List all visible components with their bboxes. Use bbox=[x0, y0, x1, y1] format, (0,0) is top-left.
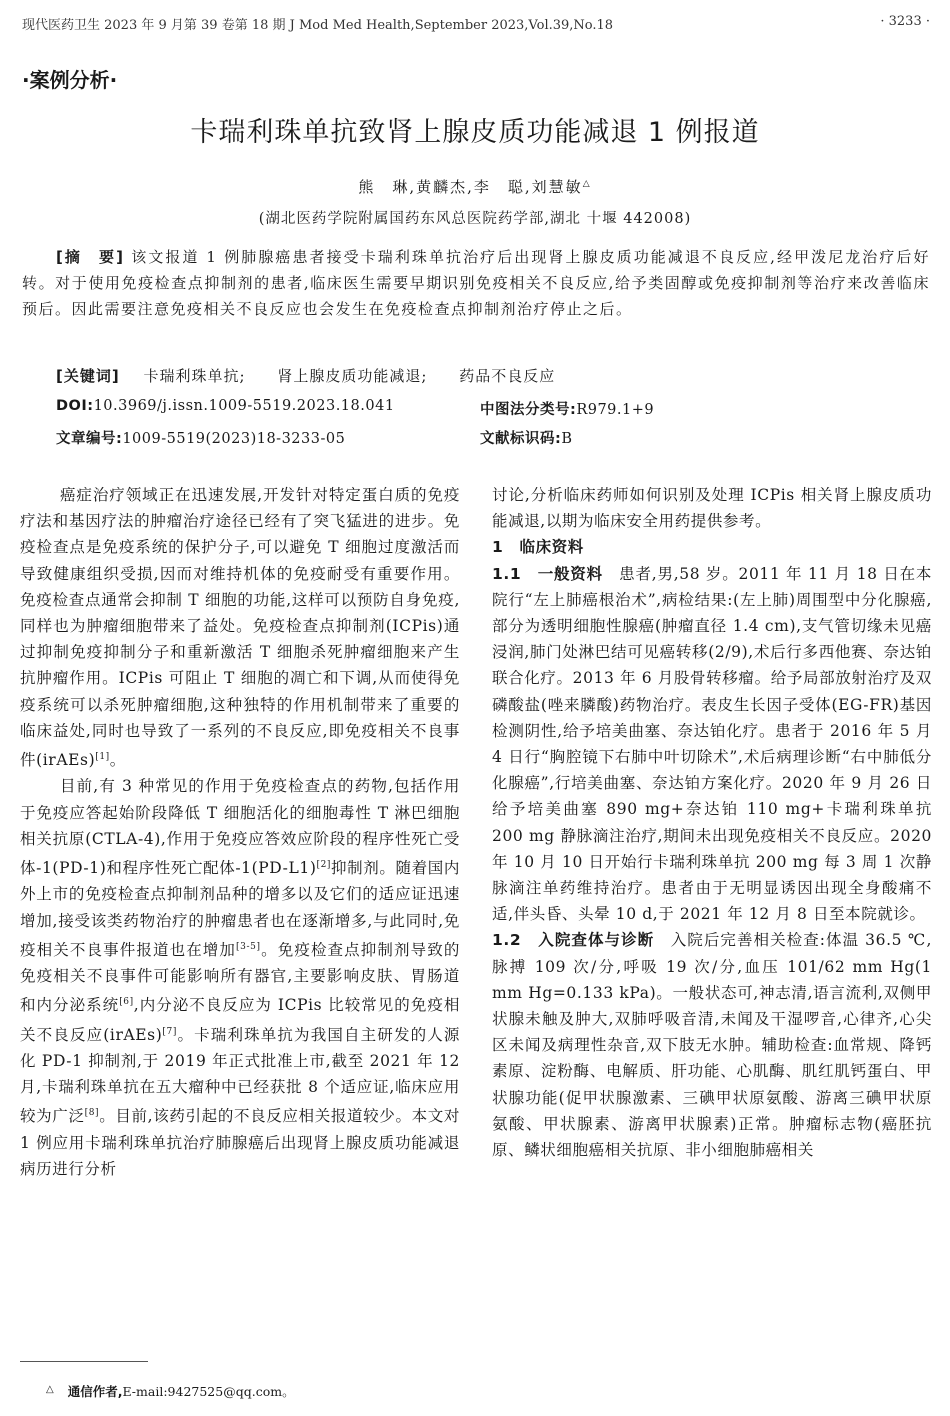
footnote-text: E-mail:9427525@qq.com。 bbox=[122, 1384, 295, 1399]
abstract bbox=[22, 244, 930, 322]
footnote-label: 通信作者, bbox=[67, 1384, 123, 1399]
footnote-mark: △ bbox=[46, 1384, 54, 1395]
paragraph-text: 抑制剂。随着国内外上市的免疫检查点抑制剂品种的增多以及它们的适应证迅速增加,接受该类药物治疗的肿瘤患者也在逐渐增多,与此同时,免疫相关不良事件报道也在增加 bbox=[20, 859, 460, 959]
paragraph-text: 。免疫检查点抑制剂导致的免疫相关不良事件可能影响所有器官,主要影响皮肤、胃肠道和内分泌系统 bbox=[20, 940, 460, 1015]
paragraph bbox=[492, 927, 932, 1163]
article-title: 卡瑞利珠单抗致肾上腺皮质功能减退 1 例报道 bbox=[190, 117, 760, 148]
paragraph-text: 目前,有 3 种常见的作用于免疫检查点的药物,包括作用于免疫应答起始阶段降低 T 细胞活化的细胞毒性 T 淋巴细胞相关抗原(CTLA-4),作用于免疫应答效应阶段的程序性死亡受体-1(PD-1)和程序性死亡配体-1(PD-L1) bbox=[20, 777, 460, 878]
doi-label: DOI: bbox=[56, 398, 94, 414]
paragraph-text: 患者,男,58 岁。2011 年 11 月 18 日在本院行“左上肺癌根治术”,病检结果:(左上肺)周围型中分化腺癌,部分为透明细胞性腺癌(肿瘤直径 1.4 cm),支气管切缘未见癌浸润,肺门处淋巴结可见癌转移(2/9),术后行多西他赛、奈达铂联合化疗。2013 年 6 月股骨转移瘤。给予局部放射治疗及双磷酸盐(唑来膦酸)药物治疗。表皮生长因子受体(EG-FR)基因检测阴性,给予培美曲塞、奈达铂化疗。患者于 2016 年 5 月 4 日行“胸腔镜下右肺中叶切除术”,术后病理诊断“右中肺低分化腺癌”,行培美曲塞、奈达铂方案化疗。2020 年 9 月 26 日给予培美曲塞 890 mg+奈达铂 110 mg+卡瑞利珠单抗 200 mg 静脉滴注治疗,期间未出现免疫相关不良反应。2020 年 10 月 10 日开始行卡瑞利珠单抗 200 mg 每 3 周 1 次静脉滴注单药维持治疗。患者由于无明显诱因出现全身酸痛不适,伴头昏、头晕 10 d,于 2021 年 12 月 8 日至本院就诊。 bbox=[492, 564, 932, 924]
citation-ref: [2] bbox=[316, 860, 332, 870]
footnote bbox=[46, 1382, 295, 1400]
paragraph bbox=[20, 773, 460, 1182]
paragraph: 讨论,分析临床药师如何识别及处理 ICPis 相关肾上腺皮质功能减退,以期为临床安全用药提供参考。 bbox=[492, 486, 932, 531]
doc-code-value: B bbox=[561, 431, 573, 447]
journal-citation: 现代医药卫生 2023 年 9 月第 39 卷第 18 期 J Mod Med Health,September 2023,Vol.39,No.18 bbox=[22, 18, 614, 33]
doi-line bbox=[56, 398, 395, 414]
footnote-rule bbox=[20, 1361, 148, 1362]
paragraph-text: 。 bbox=[109, 751, 126, 770]
subsection-heading: 1.1 一般资料 bbox=[492, 564, 603, 583]
doc-code-line bbox=[480, 427, 572, 448]
paragraph-text: 癌症治疗领域正在迅速发展,开发针对特定蛋白质的免疫疗法和基因疗法的肿瘤治疗途径已经有了突飞猛进的进步。免疫检查点是免疫系统的保护分子,可以避免 T 细胞过度激活而导致健康组织受损,因而对维持机体的免疫耐受有重要作用。免疫检查点通常会抑制 T 细胞的功能,这样可以预防自身免疫,同样也为肿瘤细胞带来了益处。免疫检查点抑制剂(ICPis)通过抑制免疫抑制分子和重新激活 T 细胞杀死肿瘤细胞来产生抗肿瘤作用。ICPis 可阻止 T 细胞的凋亡和下调,从而使得免疫系统可以杀死肿瘤细胞,这种独特的作用机制带来了重要的临床益处,同时也导致了一系列的不良反应,即免疫相关不良事件(irAEs) bbox=[20, 486, 460, 770]
keyword-item: 肾上腺皮质功能减退; bbox=[277, 367, 428, 385]
article-no-line bbox=[56, 427, 345, 448]
paragraph-text: 入院后完善相关检查:体温 36.5 ℃,脉搏 109 次/分,呼吸 19 次/分,血压 101/62 mm Hg(1 mm Hg=0.133 kPa)。一般状态可,神志清,语言流利,双侧甲状腺未触及肿大,双肺呼吸音清,未闻及干湿啰音,心律齐,心尖区未闻及病理性杂音,双下肢无水肿。辅助检查:血常规、降钙素原、淀粉酶、电解质、肝功能、心肌酶、肌红肌钙蛋白、甲状腺功能(促甲状腺激素、三碘甲状原氨酸、游离三碘甲状原氨酸、甲状腺素、游离甲状腺素)正常。肿瘤标志物(癌胚抗原、鳞状细胞癌相关抗原、非小细胞肺癌相关 bbox=[492, 931, 932, 1160]
subsection-heading: 1.2 入院查体与诊断 bbox=[492, 931, 655, 950]
doc-code-label: 文献标识码: bbox=[480, 431, 562, 447]
citation-ref: [7] bbox=[162, 1026, 177, 1037]
clc-value: R979.1+9 bbox=[576, 402, 655, 418]
keyword-item: 卡瑞利珠单抗; bbox=[143, 367, 246, 385]
right-column bbox=[492, 482, 932, 1163]
citation-ref: [8] bbox=[84, 1108, 100, 1119]
paragraph-text: 。卡瑞利珠单抗为我国自主研发的人源化 PD-1 抑制剂,于 2019 年正式批准上市,截至 2021 年 12 月,卡瑞利珠单抗在五大瘤种中已经获批 8 个适应证,临床应用较为广泛 bbox=[20, 1025, 461, 1126]
corresponding-mark: △ bbox=[582, 179, 592, 189]
affiliation: (湖北医药学院附属国药东风总医院药学部,湖北 十堰 442008) bbox=[258, 211, 692, 227]
keywords bbox=[56, 365, 581, 386]
citation-ref: [6] bbox=[119, 997, 134, 1008]
citation-ref: [1] bbox=[95, 752, 110, 763]
abstract-text: 该文报道 1 例肺腺癌患者接受卡瑞利珠单抗治疗后出现肾上腺皮质功能减退不良反应,经甲泼尼龙治疗后好转。对于使用免疫检查点抑制剂的患者,临床医生需要早期识别免疫相关不良反应,给予类固醇或免疫抑制剂等治疗来改善临床预后。因此需要注意免疫相关不良反应也会发生在免疫检查点抑制剂治疗停止之后。 bbox=[22, 248, 930, 318]
authors bbox=[0, 176, 950, 197]
left-column bbox=[20, 482, 460, 1182]
section-label: ·案例分析· bbox=[22, 68, 118, 92]
article-no-value: 1009-5519(2023)18-3233-05 bbox=[122, 431, 346, 447]
paragraph-text: ,内分泌不良反应为 ICPis 比较常见的免疫相关不良反应(irAEs) bbox=[20, 996, 460, 1044]
abstract-label: [摘 要] bbox=[56, 248, 125, 266]
page-number: · 3233 · bbox=[880, 14, 930, 29]
author-names: 熊 琳,黄麟杰,李 聪,刘慧敏 bbox=[358, 178, 583, 196]
clc-label: 中图法分类号: bbox=[480, 402, 577, 418]
section-heading: 1 临床资料 bbox=[492, 538, 584, 557]
paragraph bbox=[20, 482, 460, 773]
keyword-item: 药品不良反应 bbox=[459, 367, 556, 385]
clc-line bbox=[480, 398, 654, 419]
citation-ref: [3-5] bbox=[236, 941, 261, 952]
doi-value: 10.3969/j.issn.1009-5519.2023.18.041 bbox=[93, 398, 395, 414]
paragraph-text: 。目前,该药引起的不良反应相关报道较少。本文对 1 例应用卡瑞利珠单抗治疗肺腺癌后出现肾上腺皮质功能减退病历进行分析 bbox=[20, 1107, 460, 1179]
article-no-label: 文章编号: bbox=[56, 431, 123, 447]
paragraph bbox=[492, 561, 932, 928]
keywords-label: [关键词] bbox=[56, 367, 120, 385]
